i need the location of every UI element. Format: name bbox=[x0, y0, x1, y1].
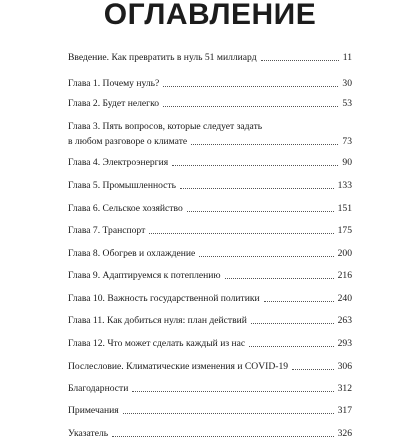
toc-entry-title: Введение. Как превратить в нуль 51 миллиард bbox=[68, 52, 257, 63]
toc-entry-chapter-12[interactable] bbox=[68, 338, 352, 350]
toc-entry-title: Глава 6. Сельское хозяйство bbox=[68, 203, 183, 214]
toc-entry-page: 73 bbox=[342, 136, 352, 147]
toc-entry-page: 326 bbox=[337, 428, 352, 439]
toc-entry-chapter-11[interactable] bbox=[68, 315, 352, 327]
toc-entry-page: 11 bbox=[342, 52, 352, 63]
dot-leader bbox=[172, 165, 338, 166]
toc-entry-chapter-6[interactable] bbox=[68, 203, 352, 215]
dot-leader bbox=[191, 144, 338, 145]
toc-entry-chapter-1[interactable] bbox=[68, 78, 352, 90]
toc-entry-page: 90 bbox=[342, 157, 352, 168]
dot-leader bbox=[180, 188, 334, 189]
toc-entry-title: Послесловие. Климатические изменения и COVID-19 bbox=[68, 361, 289, 372]
dot-leader bbox=[149, 233, 333, 234]
toc-entry-title-line-2: в любом разговоре о климате bbox=[68, 136, 188, 147]
toc-entry-page: 240 bbox=[337, 293, 352, 304]
toc-entry-title: Благодарности bbox=[68, 383, 129, 394]
toc-entry-title: Глава 12. Что может сделать каждый из нас bbox=[68, 338, 246, 349]
toc-entry-index[interactable] bbox=[68, 428, 352, 440]
toc-entry-chapter-5[interactable] bbox=[68, 180, 352, 192]
toc-entry-title: Глава 1. Почему нуль? bbox=[68, 78, 160, 89]
toc-entry-chapter-2[interactable] bbox=[68, 98, 352, 110]
toc-entry-page: 216 bbox=[337, 270, 352, 281]
toc-entry-introduction[interactable] bbox=[68, 52, 352, 64]
dot-leader bbox=[123, 413, 334, 414]
toc-entry-title: Глава 10. Важность государственной политики bbox=[68, 293, 260, 304]
toc-entry-title: Глава 5. Промышленность bbox=[68, 180, 176, 191]
toc-entry-title: Глава 7. Транспорт bbox=[68, 225, 146, 236]
toc-entry-page: 263 bbox=[337, 315, 352, 326]
toc-entry-title: Глава 2. Будет нелегко bbox=[68, 98, 160, 109]
toc-entry-title: Глава 8. Обогрев и охлаждение bbox=[68, 248, 196, 259]
toc-entry-chapter-7[interactable] bbox=[68, 225, 352, 237]
dot-leader bbox=[187, 211, 334, 212]
dot-leader bbox=[132, 391, 333, 392]
dot-leader bbox=[292, 369, 334, 370]
toc-entry-chapter-3[interactable] bbox=[68, 121, 352, 148]
toc-entry-page: 53 bbox=[342, 98, 352, 109]
toc-entry-chapter-8[interactable] bbox=[68, 248, 352, 260]
toc-entry-notes[interactable] bbox=[68, 405, 352, 417]
dot-leader bbox=[163, 86, 338, 87]
dot-leader bbox=[251, 323, 334, 324]
toc-entry-page: 175 bbox=[337, 225, 352, 236]
toc-entry-acknowledgements[interactable] bbox=[68, 383, 352, 395]
toc-entry-page: 317 bbox=[337, 405, 352, 416]
toc-entry-page: 293 bbox=[337, 338, 352, 349]
page-title: ОГЛАВЛЕНИЕ bbox=[103, 0, 317, 31]
dot-leader bbox=[261, 60, 339, 61]
toc-entry-title: Глава 4. Электроэнергия bbox=[68, 157, 169, 168]
toc-entry-chapter-10[interactable] bbox=[68, 293, 352, 305]
dot-leader bbox=[199, 256, 333, 257]
toc-entry-page: 312 bbox=[337, 383, 352, 394]
dot-leader bbox=[249, 346, 333, 347]
toc-entry-chapter-4[interactable] bbox=[68, 157, 352, 169]
dot-leader bbox=[264, 301, 334, 302]
toc-entry-title: Глава 11. Как добиться нуля: план действий bbox=[68, 315, 247, 326]
toc-entry-title: Глава 9. Адаптируемся к потеплению bbox=[68, 270, 221, 281]
toc-entry-title: Указатель bbox=[68, 428, 109, 439]
toc-entry-page: 200 bbox=[337, 248, 352, 259]
toc-entry-title: Примечания bbox=[68, 405, 119, 416]
toc-entry-page: 306 bbox=[337, 361, 352, 372]
toc-entry-title-line-1: Глава 3. Пять вопросов, которые следует задать bbox=[68, 121, 263, 132]
dot-leader bbox=[225, 278, 334, 279]
toc-entry-page: 30 bbox=[342, 78, 352, 89]
toc-entry-afterword[interactable] bbox=[68, 361, 352, 373]
dot-leader bbox=[112, 436, 333, 437]
toc-entry-chapter-9[interactable] bbox=[68, 270, 352, 282]
dot-leader bbox=[163, 106, 338, 107]
toc-entry-page: 133 bbox=[337, 180, 352, 191]
toc-entry-page: 151 bbox=[337, 203, 352, 214]
